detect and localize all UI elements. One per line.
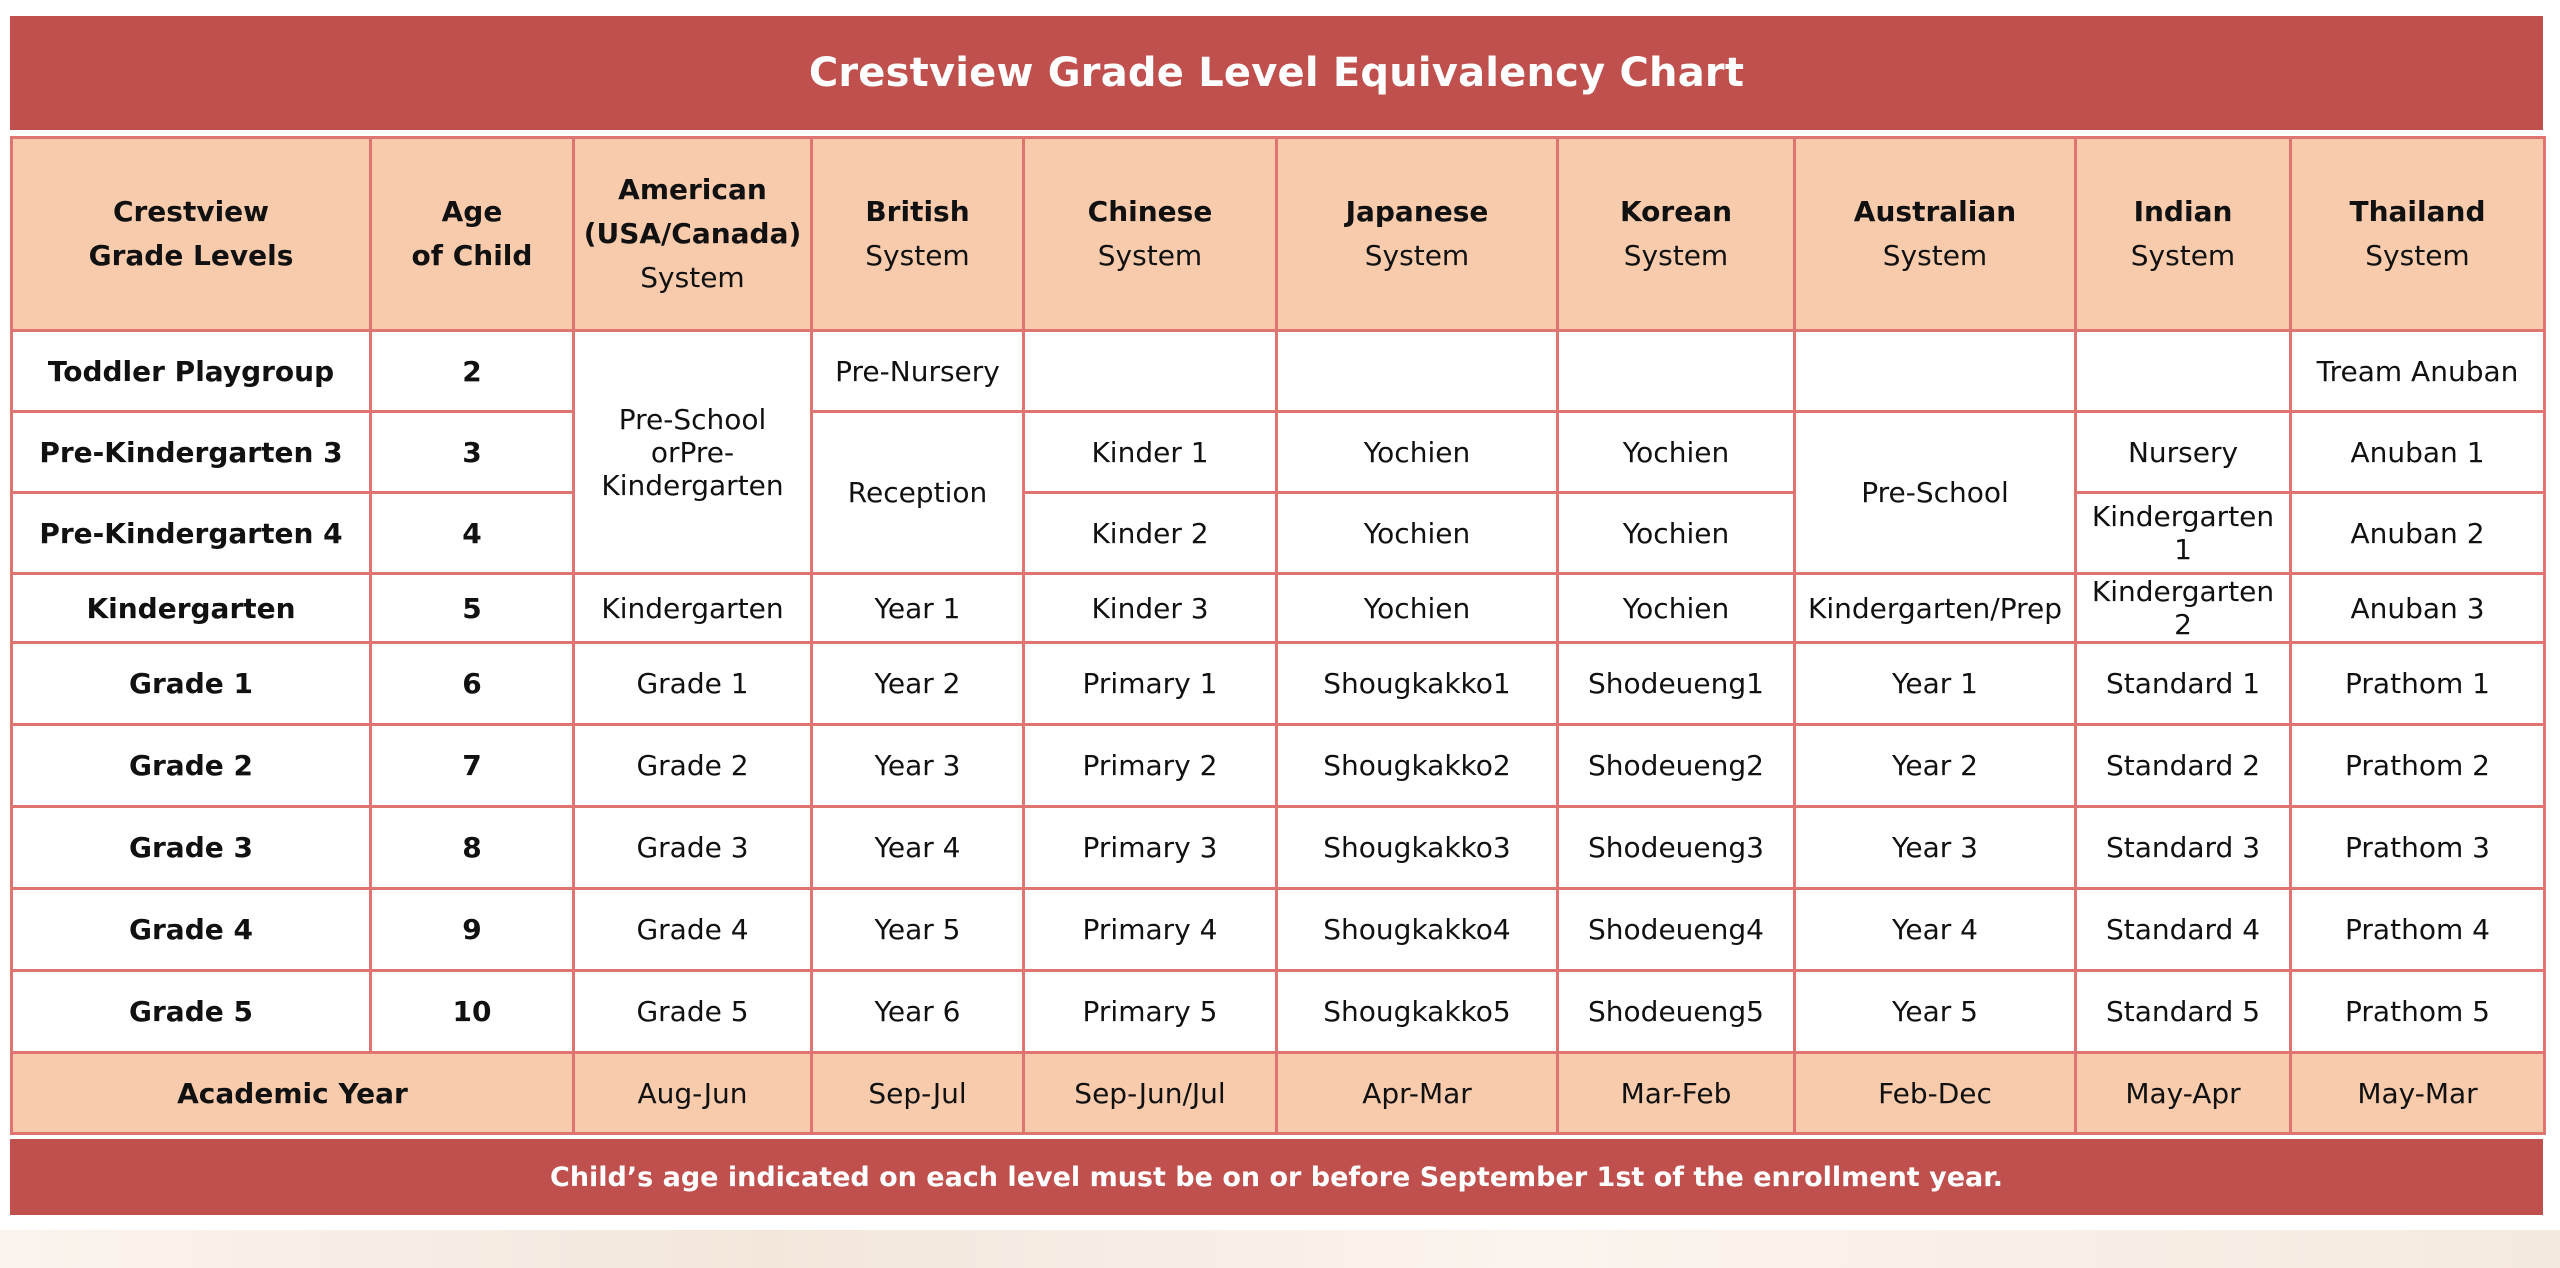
equivalency-chart — [10, 16, 2543, 1215]
table-row — [12, 725, 2545, 807]
cell-indian: Standard 3 — [2076, 807, 2291, 889]
academic-year-row — [12, 1053, 2545, 1134]
cell-indian: Standard 4 — [2076, 889, 2291, 971]
cell-japanese: Yochien — [1277, 574, 1558, 643]
header-chinese-line2: System — [1097, 239, 1203, 272]
academic-year-korean: Mar-Feb — [1558, 1053, 1795, 1134]
table-row — [12, 807, 2545, 889]
header-american-line3: System — [640, 261, 745, 294]
cell-british: Pre-Nursery — [812, 331, 1024, 412]
header-japanese — [1277, 138, 1558, 331]
cell-australian-preschool: Pre-School — [1795, 412, 2076, 574]
cell-chinese: Primary 4 — [1024, 889, 1277, 971]
cell-australian: Year 2 — [1795, 725, 2076, 807]
header-age-line2: of Child — [411, 239, 533, 272]
header-british-line1: British — [865, 195, 970, 228]
cell-age: 8 — [371, 807, 574, 889]
cell-japanese: Yochien — [1277, 412, 1558, 493]
table-row — [12, 889, 2545, 971]
cell-chinese: Primary 2 — [1024, 725, 1277, 807]
cell-age: 6 — [371, 643, 574, 725]
header-indian — [2076, 138, 2291, 331]
cell-british: Year 5 — [812, 889, 1024, 971]
cell-chinese: Kinder 2 — [1024, 493, 1277, 574]
cell-korean: Yochien — [1558, 574, 1795, 643]
academic-year-label: Academic Year — [12, 1053, 574, 1134]
academic-year-british: Sep-Jul — [812, 1053, 1024, 1134]
cell-indian: Standard 5 — [2076, 971, 2291, 1053]
cell-level: Grade 3 — [12, 807, 371, 889]
header-korean-line2: System — [1623, 239, 1729, 272]
cell-american: Grade 4 — [574, 889, 812, 971]
table-row — [12, 331, 2545, 412]
cell-british: Year 3 — [812, 725, 1024, 807]
header-korean — [1558, 138, 1795, 331]
cell-japanese: Shougkakko5 — [1277, 971, 1558, 1053]
cell-level: Grade 4 — [12, 889, 371, 971]
cell-chinese — [1024, 331, 1277, 412]
cell-indian: Standard 2 — [2076, 725, 2291, 807]
cell-japanese — [1277, 331, 1558, 412]
cell-british: Year 6 — [812, 971, 1024, 1053]
header-thailand-line1: Thailand — [2349, 195, 2486, 228]
cell-american: Grade 1 — [574, 643, 812, 725]
cell-age: 10 — [371, 971, 574, 1053]
cell-thailand: Prathom 5 — [2291, 971, 2545, 1053]
cell-chinese: Primary 5 — [1024, 971, 1277, 1053]
cell-thailand: Prathom 2 — [2291, 725, 2545, 807]
header-american-line1: American — [618, 173, 767, 206]
cell-thailand: Anuban 1 — [2291, 412, 2545, 493]
cell-level: Toddler Playgroup — [12, 331, 371, 412]
header-american-line2: (USA/Canada) — [583, 217, 802, 250]
cell-british-reception: Reception — [812, 412, 1024, 574]
header-indian-line2: System — [2130, 239, 2236, 272]
header-crestview-line2: Grade Levels — [88, 239, 294, 272]
cell-level: Kindergarten — [12, 574, 371, 643]
cell-level: Grade 5 — [12, 971, 371, 1053]
header-chinese-line1: Chinese — [1087, 195, 1213, 228]
cell-american: Grade 5 — [574, 971, 812, 1053]
cell-age: 5 — [371, 574, 574, 643]
cell-british: Year 4 — [812, 807, 1024, 889]
cell-australian: Kindergarten/Prep — [1795, 574, 2076, 643]
cell-level: Pre-Kindergarten 3 — [12, 412, 371, 493]
table-row — [12, 971, 2545, 1053]
header-crestview-line1: Crestview — [112, 195, 270, 228]
header-row — [12, 138, 2545, 331]
cell-indian: Nursery — [2076, 412, 2291, 493]
equivalency-table — [10, 136, 2546, 1135]
cell-indian: Kindergarten 1 — [2076, 493, 2291, 574]
cell-korean: Shodeueng5 — [1558, 971, 1795, 1053]
cell-korean: Yochien — [1558, 493, 1795, 574]
cell-korean: Shodeueng1 — [1558, 643, 1795, 725]
cell-american: Grade 3 — [574, 807, 812, 889]
cell-chinese: Kinder 3 — [1024, 574, 1277, 643]
cell-age: 7 — [371, 725, 574, 807]
academic-year-thailand: May-Mar — [2291, 1053, 2545, 1134]
cell-british: Year 2 — [812, 643, 1024, 725]
header-japanese-line1: Japanese — [1345, 195, 1489, 228]
background-watermark — [0, 1230, 2560, 1268]
header-australian-line1: Australian — [1853, 195, 2017, 228]
table-row — [12, 412, 2545, 493]
cell-british: Year 1 — [812, 574, 1024, 643]
cell-indian — [2076, 331, 2291, 412]
cell-thailand: Prathom 1 — [2291, 643, 2545, 725]
cell-japanese: Shougkakko4 — [1277, 889, 1558, 971]
cell-thailand: Prathom 3 — [2291, 807, 2545, 889]
cell-american: Grade 2 — [574, 725, 812, 807]
academic-year-australian: Feb-Dec — [1795, 1053, 2076, 1134]
cell-chinese: Primary 1 — [1024, 643, 1277, 725]
cell-korean: Shodeueng4 — [1558, 889, 1795, 971]
cell-age: 4 — [371, 493, 574, 574]
academic-year-chinese: Sep-Jun/Jul — [1024, 1053, 1277, 1134]
cell-thailand: Anuban 3 — [2291, 574, 2545, 643]
cell-korean: Shodeueng2 — [1558, 725, 1795, 807]
academic-year-american: Aug-Jun — [574, 1053, 812, 1134]
cell-age: 3 — [371, 412, 574, 493]
header-australian — [1795, 138, 2076, 331]
cell-japanese: Shougkakko2 — [1277, 725, 1558, 807]
cell-thailand: Prathom 4 — [2291, 889, 2545, 971]
academic-year-japanese: Apr-Mar — [1277, 1053, 1558, 1134]
cell-chinese: Primary 3 — [1024, 807, 1277, 889]
cell-australian: Year 4 — [1795, 889, 2076, 971]
cell-level: Pre-Kindergarten 4 — [12, 493, 371, 574]
chart-title: Crestview Grade Level Equivalency Chart — [10, 16, 2543, 130]
header-american — [574, 138, 812, 331]
table-row — [12, 643, 2545, 725]
cell-japanese: Shougkakko3 — [1277, 807, 1558, 889]
header-british-line2: System — [865, 239, 970, 272]
cell-indian: Kindergarten 2 — [2076, 574, 2291, 643]
cell-japanese: Yochien — [1277, 493, 1558, 574]
header-british — [812, 138, 1024, 331]
footer-note: Child’s age indicated on each level must be on or before September 1st of the enrollment year. — [10, 1139, 2543, 1215]
cell-age: 2 — [371, 331, 574, 412]
header-chinese — [1024, 138, 1277, 331]
cell-japanese: Shougkakko1 — [1277, 643, 1558, 725]
header-age-line1: Age — [441, 195, 503, 228]
header-age — [371, 138, 574, 331]
header-australian-line2: System — [1882, 239, 1988, 272]
header-japanese-line2: System — [1364, 239, 1470, 272]
cell-australian: Year 3 — [1795, 807, 2076, 889]
cell-thailand: Tream Anuban — [2291, 331, 2545, 412]
cell-korean: Shodeueng3 — [1558, 807, 1795, 889]
cell-australian: Year 1 — [1795, 643, 2076, 725]
cell-thailand: Anuban 2 — [2291, 493, 2545, 574]
cell-chinese: Kinder 1 — [1024, 412, 1277, 493]
header-indian-line1: Indian — [2133, 195, 2233, 228]
cell-american-preschool: Pre-School orPre-Kindergarten — [574, 331, 812, 574]
header-thailand — [2291, 138, 2545, 331]
cell-age: 9 — [371, 889, 574, 971]
cell-korean — [1558, 331, 1795, 412]
header-korean-line1: Korean — [1619, 195, 1733, 228]
cell-level: Grade 2 — [12, 725, 371, 807]
table-row — [12, 493, 2545, 574]
cell-indian: Standard 1 — [2076, 643, 2291, 725]
cell-level: Grade 1 — [12, 643, 371, 725]
cell-australian: Year 5 — [1795, 971, 2076, 1053]
header-crestview — [12, 138, 371, 331]
cell-australian — [1795, 331, 2076, 412]
table-row — [12, 574, 2545, 643]
academic-year-indian: May-Apr — [2076, 1053, 2291, 1134]
cell-american: Kindergarten — [574, 574, 812, 643]
header-thailand-line2: System — [2365, 239, 2470, 272]
cell-korean: Yochien — [1558, 412, 1795, 493]
